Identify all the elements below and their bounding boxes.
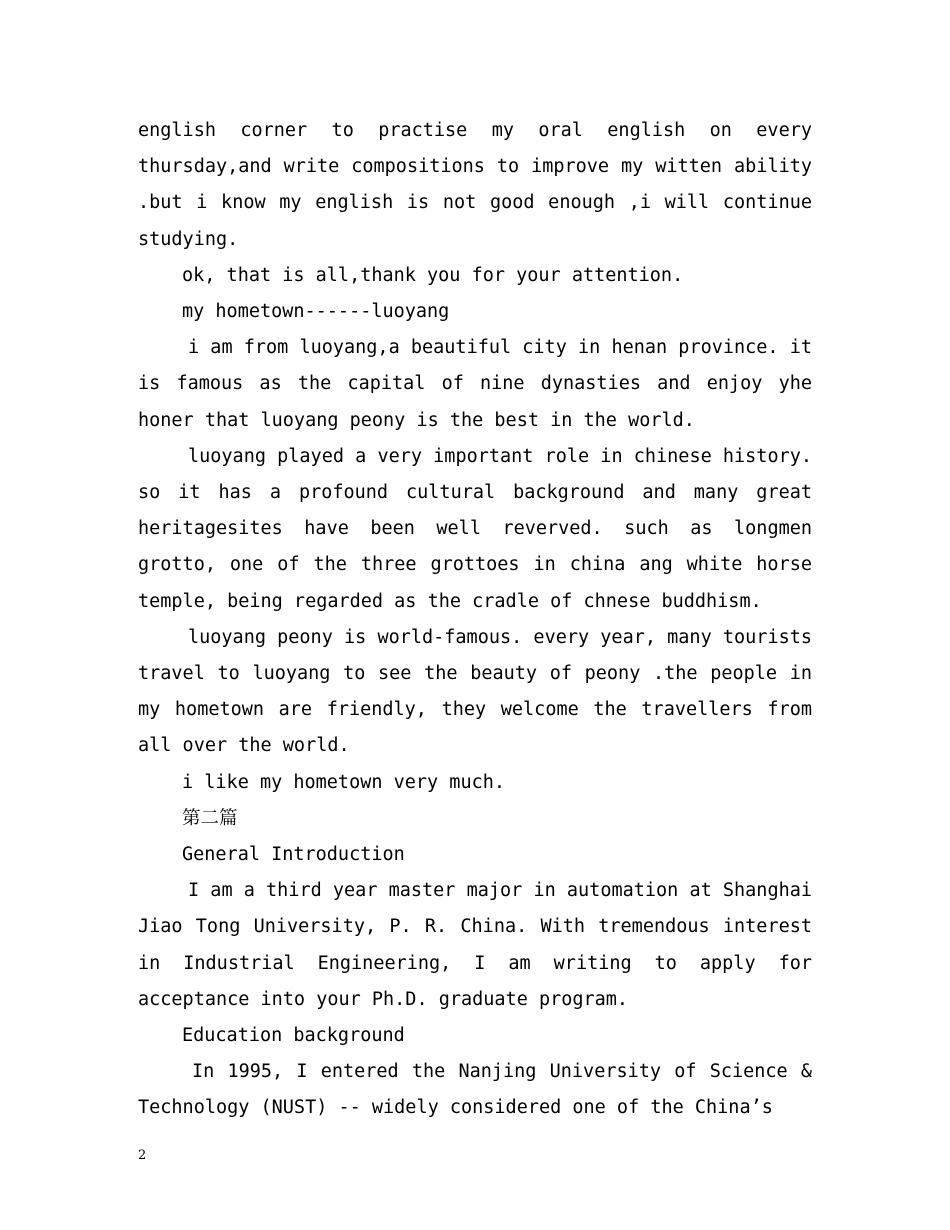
paragraph-english-corner: english corner to practise my oral english on every thursday,and write compositions to improve my witten ability .but i know my english is not good enough ,i will continue studying. [138,120,812,250]
paragraph-closing-thanks: ok, that is all,thank you for your attention. [182,264,684,286]
paragraph-introduction: I am a third year master major in automation at Shanghai Jiao Tong University, P. R. China. With tremendous interest in Industrial Engineering, I am writing to apply for acceptance into your Ph.D. graduate program. [138,880,812,1010]
heading-my-hometown: my hometown------luoyang [182,301,450,323]
paragraph-like-hometown: i like my hometown very much. [182,771,506,793]
paragraph-education: In 1995, I entered the Nanjing University of Science & Technology (NUST) -- widely considered one of the China’s [138,1061,812,1119]
heading-general-introduction: General Introduction [182,844,405,866]
paragraph-from-luoyang: i am from luoyang,a beautiful city in henan province. it is famous as the capital of nine dynasties and enjoy yhe honer that luoyang peony is the best in the world. [138,337,812,431]
paragraph-luoyang-peony: luoyang peony is world-famous. every year, many tourists travel to luoyang to see the beauty of peony .the people in my hometown are friendly, they welcome the travellers from all over the world. [138,626,812,757]
heading-education-background: Education background [182,1025,405,1047]
page-number: 2 [138,1148,147,1163]
document-body [138,113,812,1127]
heading-second-article: 第二篇 [182,807,238,829]
paragraph-luoyang-history: luoyang played a very important role in chinese history. so it has a profound cultural background and many great heritagesites have been well reverved. such as longmen grotto, one of the three grottoes in china ang white horse temple, being regarded as the cradle of chnese buddhism. [138,445,812,612]
